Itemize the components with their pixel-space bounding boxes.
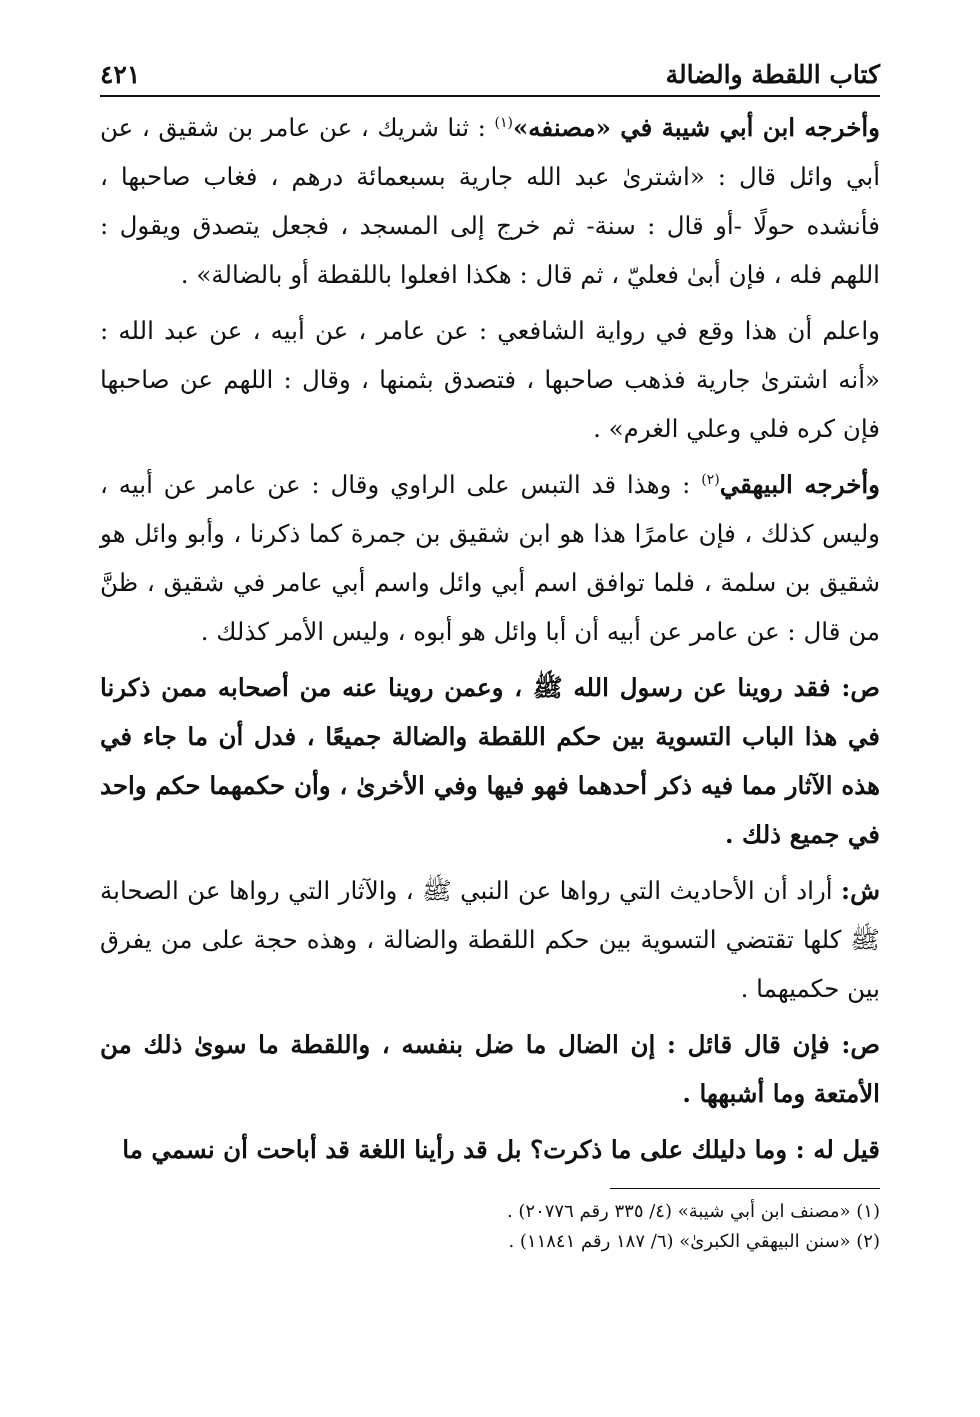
paragraph-lead: ش: [841,876,880,905]
paragraph-4 [100,663,880,859]
page-number: ٤٢١ [100,60,141,89]
paragraph-lead: وأخرجه البيهقي [719,470,881,499]
paragraph-text: واعلم أن هذا وقع في رواية الشافعي : عن عامر ، عن أبيه ، عن عبد الله : «أنه اشترىٰ جارية فذهب صاحبها ، فتصدق بثمنها ، وقال : اللهم عن صاحبها فإن كره فلي وعلي الغرم» . [100,316,880,443]
footnote-ref: (٢) [701,471,720,488]
book-page [100,60,880,1257]
paragraph-text: ص: فإن قال قائل : إن الضال ما ضل بنفسه ، واللقطة ما سوىٰ ذلك من الأمتعة وما أشبهها . [100,1030,880,1108]
paragraph-1 [100,103,880,299]
paragraph-lead: وأخرجه ابن أبي شيبة في «مصنفه» [512,113,880,142]
paragraph-text: أراد أن الأحاديث التي رواها عن النبي ﷺ ، والآثار التي رواها عن الصحابة ﷺ كلها تقتضي التسوية بين حكم اللقطة والضالة ، وهذه حجة على من يفرق بين حكميهما . [100,876,880,1003]
footnote-ref: (١) [494,114,513,131]
paragraph-2 [100,306,880,453]
footnote-1: (١) «مصنف ابن أبي شيبة» (٤/ ٣٣٥ رقم ٢٠٧٧٦) . [506,1201,880,1222]
paragraph-text: قيل له : وما دليلك على ما ذكرت؟ بل قد رأينا اللغة قد أباحت أن نسمي ما [122,1135,880,1164]
chapter-title: كتاب اللقطة والضالة [665,60,880,89]
paragraph-text: : وهذا قد التبس على الراوي وقال : عن عامر عن أبيه ، وليس كذلك ، فإن عامرًا هذا هو ابن شقيق بن جمرة كما ذكرنا ، وأبو وائل هو شقيق بن سلمة ، فلما توافق اسم أبي وائل واسم أبي عامر في شقيق ، ظنَّ من قال : عن عامر عن أبيه أن أبا وائل هو أبوه ، وليس الأمر كذلك . [100,470,880,646]
paragraph-text: : ثنا شريك ، عن عامر بن شقيق ، عن أبي وائل قال : «اشترىٰ عبد الله جارية بسبعمائة درهم ، فغاب صاحبها ، فأنشده حولًا -أو قال : سنة- ثم خرج إلى المسجد ، فجعل يتصدق ويقول : اللهم فله ، فإن أبىٰ فعليّ ، ثم قال : هكذا افعلوا باللقطة أو بالضالة» . [100,113,880,289]
running-header [100,60,880,97]
footnote-2: (٢) «سنن البيهقي الكبرىٰ» (٦/ ١٨٧ رقم ١١٨٤١) . [508,1231,880,1252]
paragraph-6 [100,1020,880,1118]
paragraph-5 [100,866,880,1013]
paragraph-text: ص: فقد روينا عن رسول الله ﷺ ، وعمن روينا عنه من أصحابه ممن ذكرنا في هذا الباب التسوية بين حكم اللقطة والضالة جميعًا ، فدل أن ما جاء في هذه الآثار مما فيه ذكر أحدهما فهو فيها وفي الأخرىٰ ، وأن حكمهما حكم واحد في جميع ذلك . [100,673,880,849]
paragraph-7 [100,1125,880,1174]
paragraph-3 [100,460,880,656]
footnote-separator [610,1188,880,1189]
